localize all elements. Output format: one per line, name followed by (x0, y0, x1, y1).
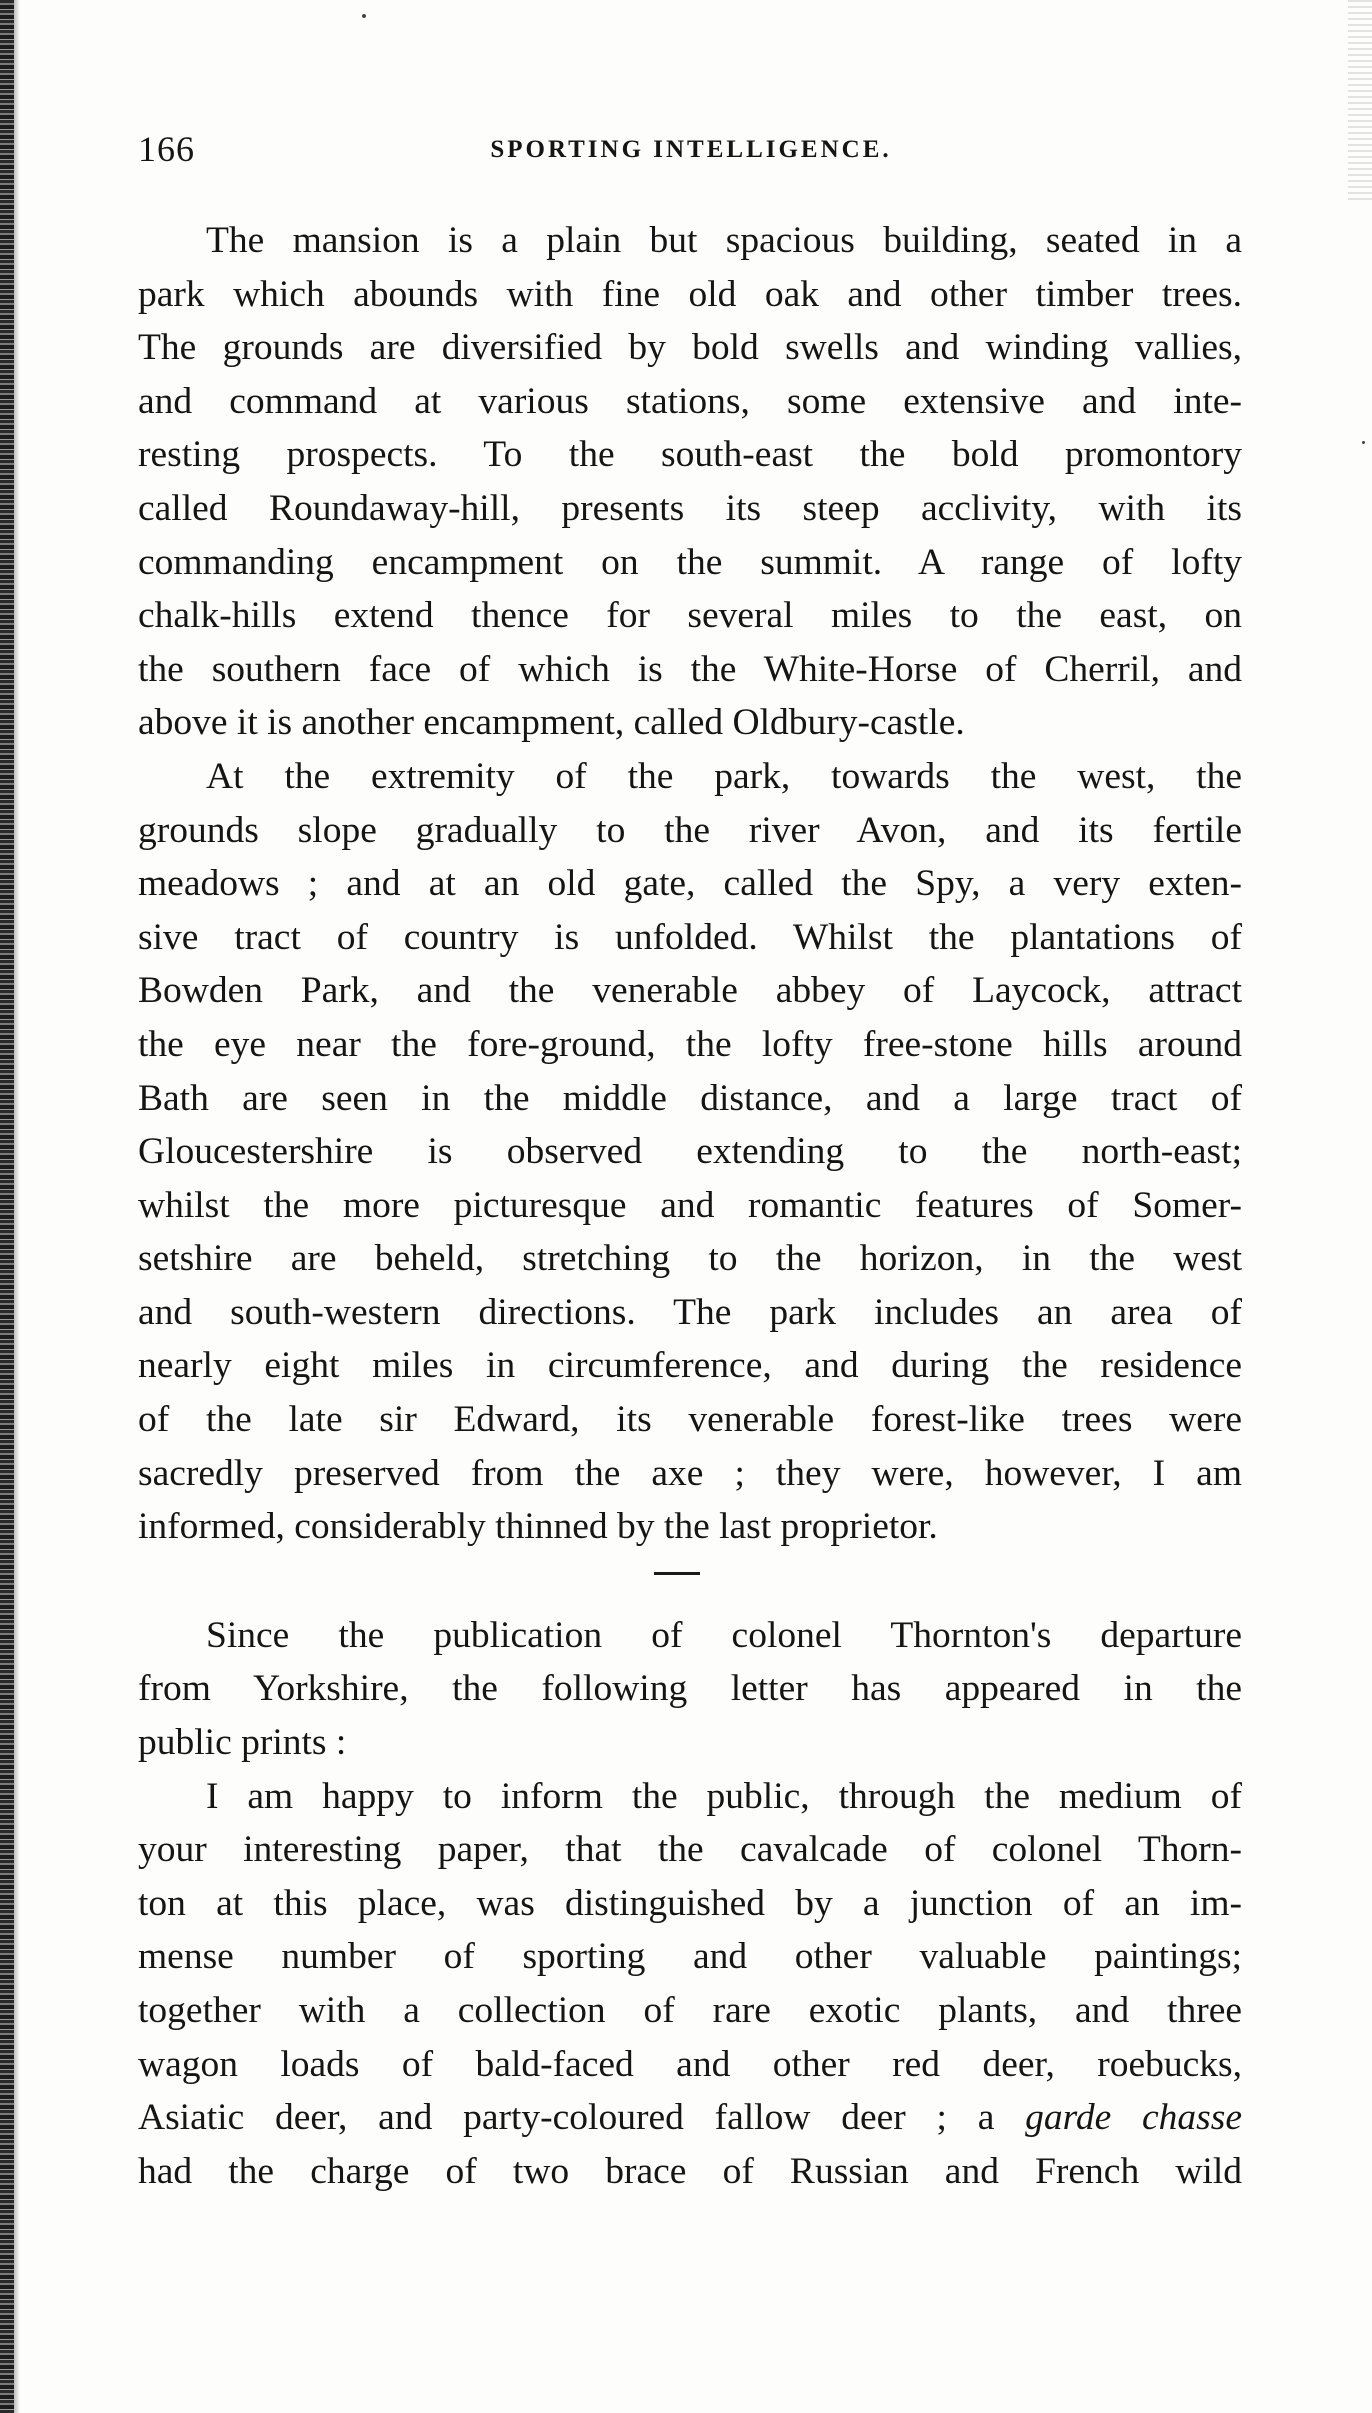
section-divider (138, 1554, 1242, 1609)
text-line: from Yorkshire, the following letter has appeared in the (138, 1668, 1242, 1710)
text-line: nearly eight miles in circumference, and during the residence (138, 1345, 1242, 1387)
text-line: ton at this place, was distinguished by a junction of an im- (138, 1882, 1242, 1924)
text-line: resting prospects. To the south-east the bold promontory (138, 434, 1242, 476)
text-line: I am happy to inform the public, through the medium of (206, 1775, 1242, 1817)
text-line: wagon loads of bald-faced and other red deer, roebucks, (138, 2043, 1242, 2085)
text-line: The grounds are diversified by bold swells and winding vallies, (138, 327, 1242, 369)
text-line: whilst the more picturesque and romantic features of Somer- (138, 1184, 1242, 1226)
page-header (138, 128, 1244, 184)
text-line: informed, considerably thinned by the last proprietor. (138, 1506, 938, 1548)
text-line: sacredly preserved from the axe ; they were, however, I am (138, 1452, 1242, 1494)
text-line: mense number of sporting and other valuable paintings; (138, 1936, 1242, 1978)
text-line: meadows ; and at an old gate, called the Spy, a very exten- (138, 863, 1242, 905)
text-run: Asiatic deer, and party-coloured fallow deer ; a (138, 2097, 1026, 2139)
text-line: had the charge of two brace of Russian and French wild (138, 2150, 1242, 2192)
text-line: called Roundaway-hill, presents its steep acclivity, with its (138, 487, 1242, 529)
text-line: grounds slope gradually to the river Avon, and its fertile (138, 809, 1242, 851)
text-line: setshire are beheld, stretching to the horizon, in the west (138, 1238, 1242, 1280)
text-line: and south-western directions. The park includes an area of (138, 1291, 1242, 1333)
text-line: and command at various stations, some extensive and inte- (138, 380, 1242, 422)
paper-speck (362, 14, 366, 18)
text-line (138, 2091, 1242, 2145)
body-text (138, 214, 1242, 2198)
text-line: Bath are seen in the middle distance, and a large tract of (138, 1077, 1242, 1119)
text-line: above it is another encampment, called Oldbury-castle. (138, 702, 965, 744)
binding-edge (0, 0, 14, 2413)
text-line: park which abounds with fine old oak and other timber trees. (138, 273, 1242, 315)
text-line: Bowden Park, and the venerable abbey of Laycock, attract (138, 970, 1242, 1012)
text-line: Since the publication of colonel Thornton's departure (206, 1614, 1242, 1656)
text-line: Gloucestershire is observed extending to the north-east; (138, 1131, 1242, 1173)
text-line: of the late sir Edward, its venerable forest-like trees were (138, 1399, 1242, 1441)
text-line: the southern face of which is the White-Horse of Cherril, and (138, 648, 1242, 690)
text-line: sive tract of country is unfolded. Whilst the plantations of (138, 916, 1242, 958)
text-line: public prints : (138, 1722, 347, 1764)
text-line: At the extremity of the park, towards the west, the (206, 755, 1242, 797)
text-line: together with a collection of rare exotic plants, and three (138, 1990, 1242, 2031)
text-line: the eye near the fore-ground, the lofty free-stone hills around (138, 1023, 1242, 1065)
italic-text-run: garde chasse (1025, 2097, 1242, 2139)
text-line: The mansion is a plain but spacious building, seated in a (206, 220, 1242, 261)
page-number: 166 (138, 129, 195, 169)
paper-speck (1362, 441, 1365, 444)
text-line: your interesting paper, that the cavalcade of colonel Thorn- (138, 1829, 1242, 1871)
text-line: commanding encampment on the summit. A range of lofty (138, 541, 1242, 583)
text-line: chalk-hills extend thence for several miles to the east, on (138, 595, 1242, 637)
running-head: SPORTING INTELLIGENCE. (490, 136, 892, 163)
bleed-through-edge (1348, 0, 1372, 200)
